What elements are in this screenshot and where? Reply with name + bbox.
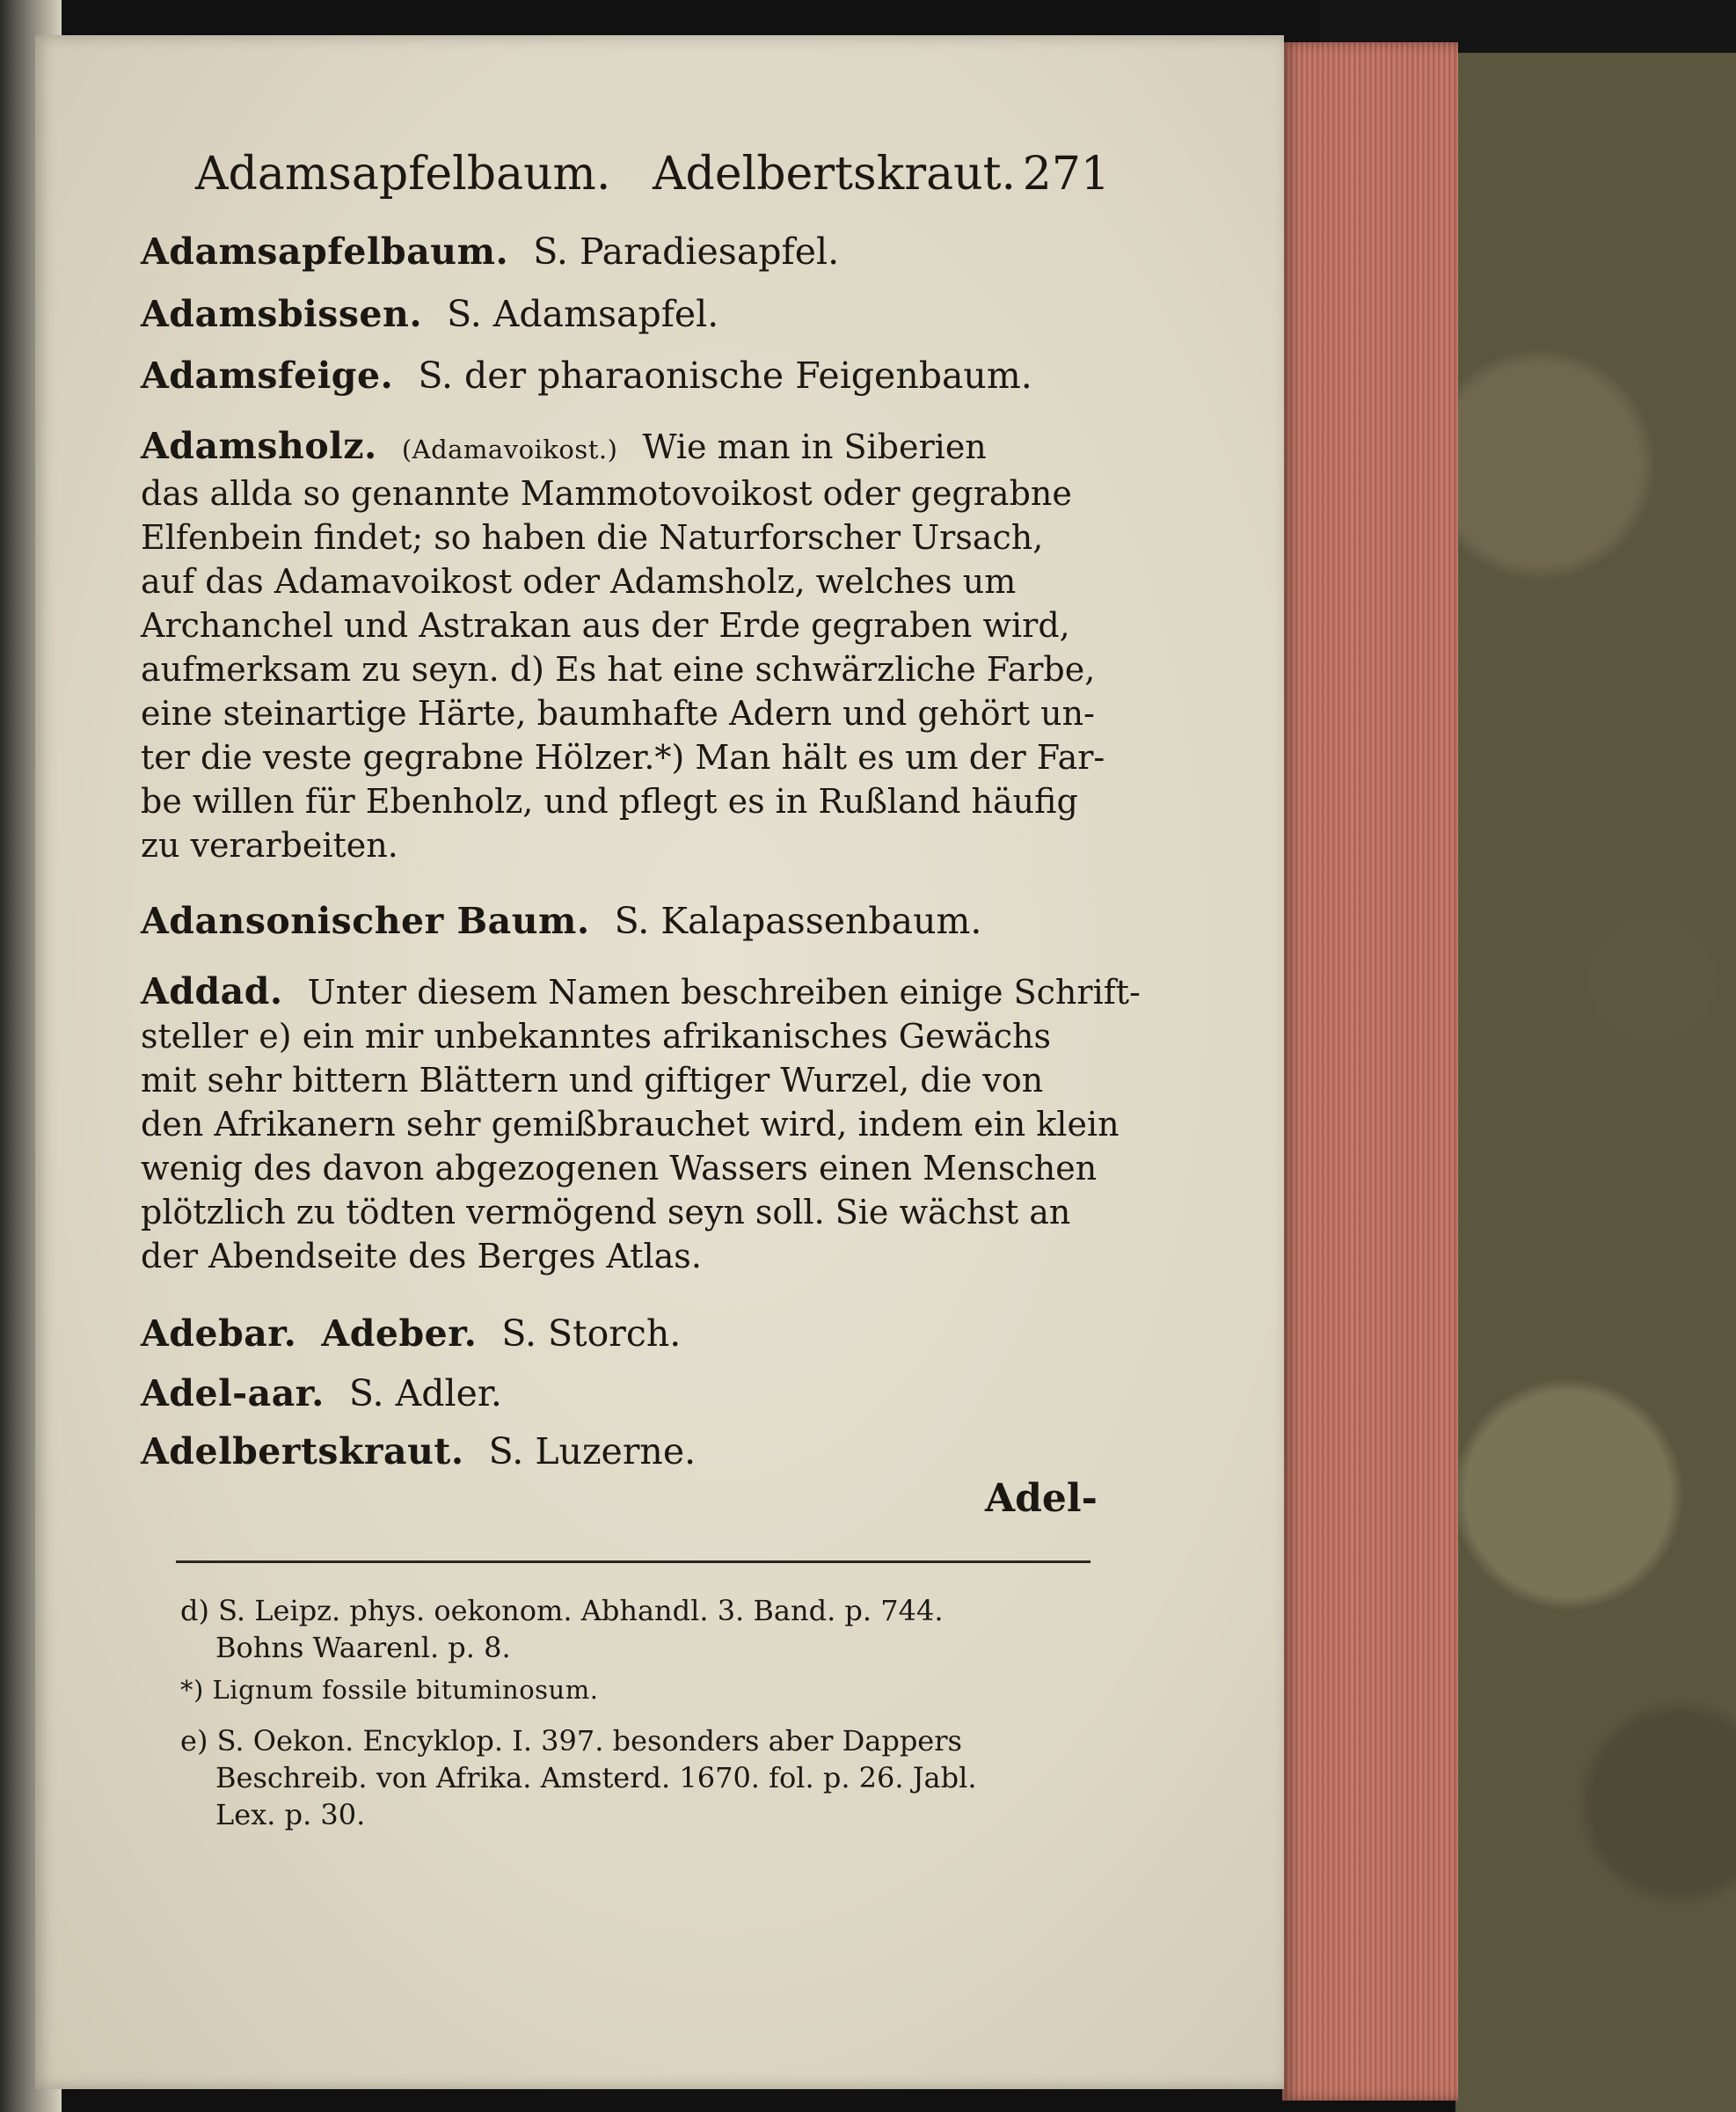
red-page-edges [1282,42,1458,2101]
body-line: Wie man in Siberien [642,428,987,466]
entry-adamsholz [141,424,1105,867]
entry-headword: Adebar. [141,1312,297,1355]
cross-reference: S. Adler. [348,1372,502,1414]
entry-variant: Adeber. [321,1312,478,1355]
entry-headword: Adamsholz. [141,425,377,467]
entry-addad [141,969,1141,1278]
entry-adamsbissen [141,293,718,335]
entry-headword: Adamsfeige. [141,354,394,397]
entry-first-line [141,424,1099,471]
cross-reference: S. Storch. [501,1312,682,1355]
running-head-left: Adamsapfelbaum. [195,148,611,201]
body-line: plötzlich zu tödten vermögend seyn soll. Sie wächst an [141,1193,1071,1231]
footnote-line: e) S. Oekon. Encyklop. I. 397. besonders aber Dappers [180,1724,962,1758]
body-line: wenig des davon abgezogenen Wassers einen Menschen [141,1149,1098,1188]
cross-reference: S. Paradiesapfel. [533,230,840,273]
running-head-right: Adelbertskraut. [653,148,1017,201]
entry-adamsfeige [141,354,1032,397]
cross-reference: S. Luzerne. [488,1430,697,1473]
entry-adel-aar [141,1372,502,1414]
body-line: den Afrikanern sehr gemißbrauchet wird, indem ein klein [141,1105,1120,1144]
entry-headword: Adel-aar. [141,1372,325,1414]
body-line: zu verarbeiten. [141,826,398,865]
cross-reference: S. Adamsapfel. [447,293,719,335]
entry-headword: Adansonischer Baum. [141,900,590,942]
footnote-line: Bohns Waarenl. p. 8. [215,1631,511,1664]
entry-headword: Adelbertskraut. [141,1430,464,1473]
body-line: Unter diesem Namen beschreiben einige Schrift- [307,973,1141,1012]
entry-headword: Addad. [141,970,283,1012]
body-line: Elfenbein findet; so haben die Naturforscher Ursach, [141,518,1044,557]
entry-headword: Adamsapfelbaum. [141,230,509,273]
footnote-line: Lex. p. 30. [215,1798,366,1831]
marbled-cover [1455,53,1736,2112]
footnote-divider [176,1560,1090,1563]
entry-first-line [141,969,1141,1014]
entry-headword: Adamsbissen. [141,293,423,335]
body-line: mit sehr bittern Blättern und giftiger Wurzel, die von [141,1061,1044,1100]
body-line: auf das Adamavoikost oder Adamsholz, welches um [141,562,1017,601]
body-line: steller e) ein mir unbekanntes afrikanisches Gewächs [141,1017,1051,1056]
running-head [195,148,1110,209]
cross-reference: S. der pharaonische Feigenbaum. [418,354,1032,397]
body-line: be willen für Ebenholz, und pflegt es in Rußland häufig [141,782,1078,821]
footnote-line: Beschreib. von Afrika. Amsterd. 1670. fol. p. 26. Jabl. [215,1761,977,1794]
footnote-line: d) S. Leipz. phys. oekonom. Abhandl. 3. Band. p. 744. [180,1594,944,1627]
body-line: das allda so genannte Mammotovoikost oder gegrabne [141,474,1072,513]
footnote-e [180,1722,1112,1833]
latin-term: (Adamavoikost.) [401,435,618,464]
footnote-star [180,1671,1112,1708]
body-line: eine steinartige Härte, baumhafte Adern und gehört un- [141,694,1095,733]
entry-adansonischer-baum [141,900,981,942]
entry-adebar [141,1312,681,1355]
cross-reference: S. Kalapassenbaum. [614,900,982,942]
entry-adelbertskraut [141,1430,696,1473]
page-number: 271 [1022,148,1110,201]
body-line: aufmerksam zu seyn. d) Es hat eine schwärzliche Farbe, [141,650,1096,689]
catchword: Adel- [985,1476,1098,1521]
footnote-line: *) Lignum fossile bituminosum. [180,1675,599,1705]
body-line: Archanchel und Astrakan aus der Erde gegraben wird, [141,606,1070,645]
entry-adamsapfelbaum [141,230,839,273]
body-line: ter die veste gegrabne Hölzer.*) Man hält es um der Far- [141,738,1105,777]
footnote-d [180,1592,1112,1666]
body-line: der Abendseite des Berges Atlas. [141,1237,702,1275]
